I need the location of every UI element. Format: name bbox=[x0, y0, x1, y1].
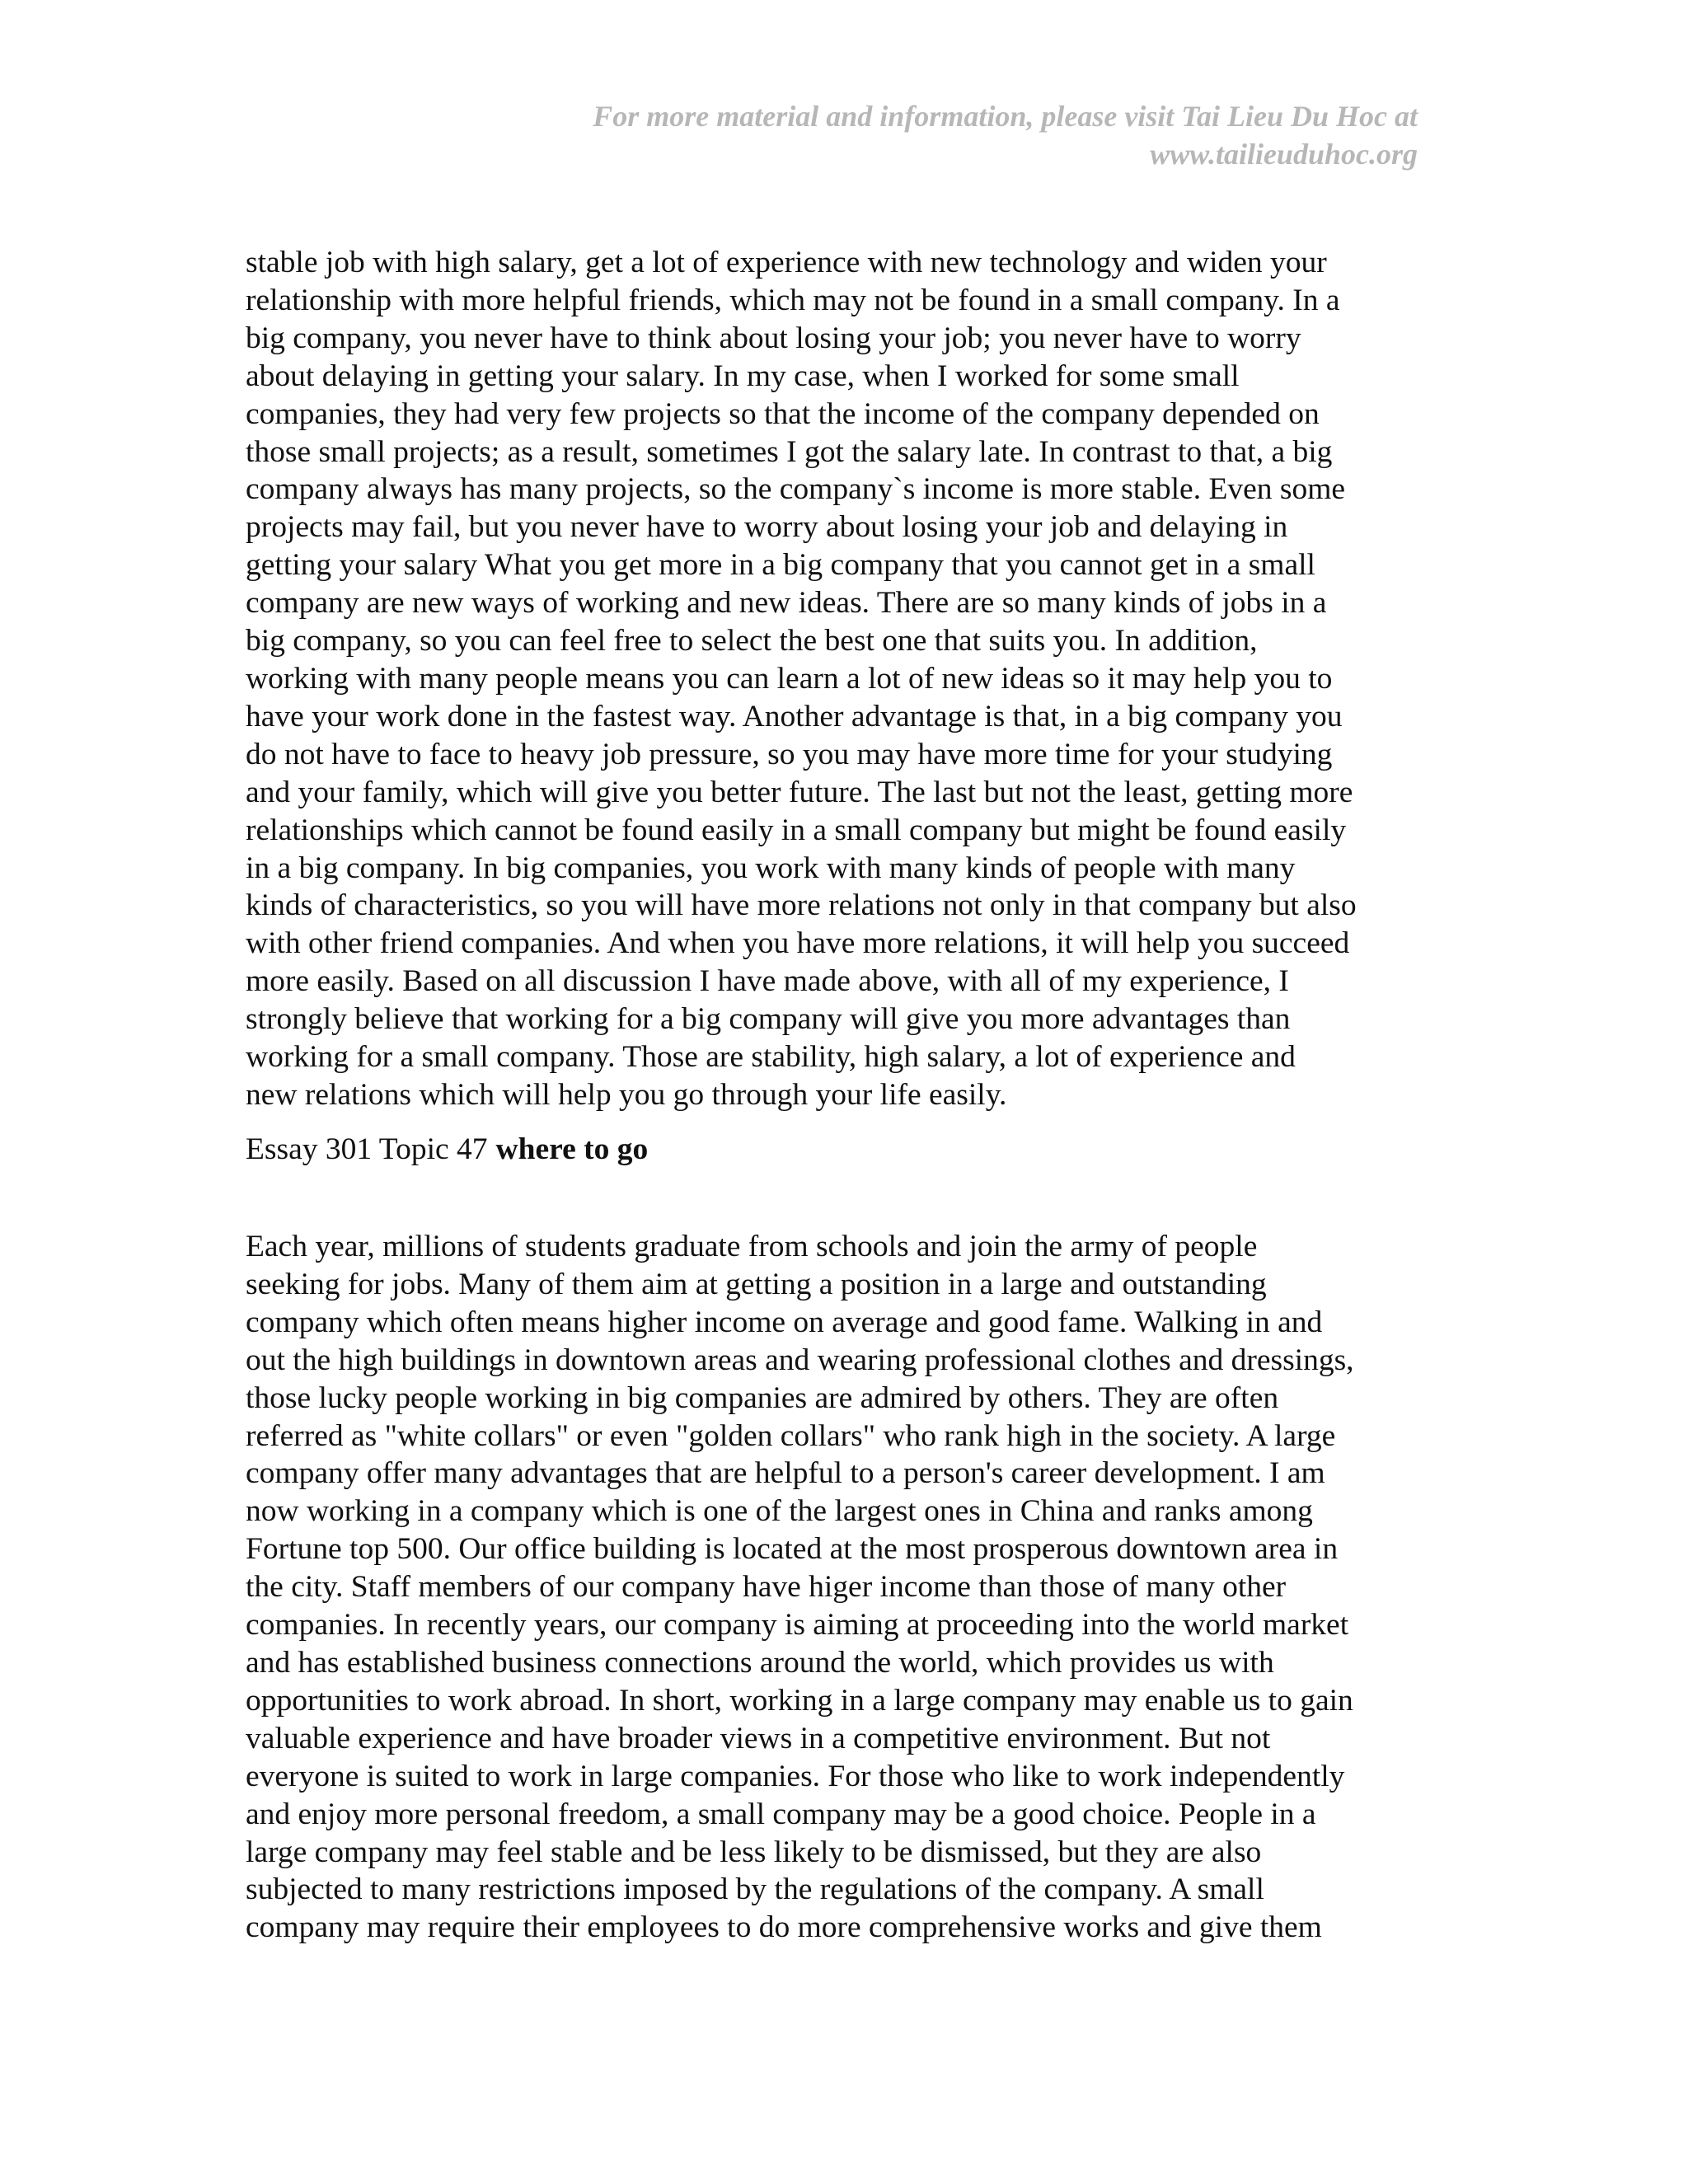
header-note-line-1: For more material and information, please visit Tai Lieu Du Hoc at bbox=[593, 100, 1418, 133]
essay-heading bbox=[246, 1131, 1432, 1169]
body-paragraph-1: stable job with high salary, get a lot of experience with new technology and widen your relationship with more helpful friends, which may not be found in a small company. In a big company, you never have to think about losing your job; you never have to worry about delaying in getting your salary. In my case, when I worked for some small companies, they had very few projects so that the income of the company depended on those small projects; as a result, sometimes I got the salary late. In contrast to that, a big company always has many projects, so the company`s income is more stable. Even some projects may fail, but you never have to worry about losing your job and delaying in getting your salary What you get more in a big company that you cannot get in a small company are new ways of working and new ideas. There are so many kinds of jobs in a big company, so you can feel free to select the best one that suits you. In addition, working with many people means you can learn a lot of new ideas so it may help you to have your work done in the fastest way. Another advantage is that, in a big company you do not have to face to heavy job pressure, so you may have more time for your studying and your family, which will give you better future. The last but not the least, getting more relationships which cannot be found easily in a small company but might be found easily in a big company. In big companies, you work with many kinds of people with many kinds of characteristics, so you will have more relations not only in that company but also with other friend companies. And when you have more relations, it will help you succeed more easily. Based on all discussion I have made above, with all of my experience, I strongly believe that working for a big company will give you more advantages than working for a small company. Those are stability, high salary, a lot of experience and new relations which will help you go through your life easily. bbox=[246, 246, 1357, 1112]
header-note bbox=[346, 97, 1418, 173]
essay-topic-title: where to go bbox=[495, 1132, 649, 1166]
header-note-line-2: www.tailieuduhoc.org bbox=[1150, 138, 1418, 171]
essay-label: Essay 301 Topic 47 bbox=[246, 1132, 488, 1166]
body-paragraph-2: Each year, millions of students graduate from schools and join the army of people seeking for jobs. Many of them aim at getting a position in a large and outstanding company which often means higher income on average and good fame. Walking in and out the high buildings in downtown areas and wearing professional clothes and dressings, those lucky people working in big companies are admired by others. They are often referred as "white collars" or even "golden collars" who rank high in the society. A large company offer many advantages that are helpful to a person's career development. I am now working in a company which is one of the largest ones in China and ranks among Fortune top 500. Our office building is located at the most prosperous downtown area in the city. Staff members of our company have higer income than those of many other companies. In recently years, our company is aiming at proceeding into the world market and has established business connections around the world, which provides us with opportunities to work abroad. In short, working in a large company may enable us to gain valuable experience and have broader views in a competitive environment. But not everyone is suited to work in large companies. For those who like to work independently and enjoy more personal freedom, a small company may be a good choice. People in a large company may feel stable and be less likely to be dismissed, but they are also subjected to many restrictions imposed by the regulations of the company. A small company may require their employees to do more comprehensive works and give them bbox=[246, 1230, 1354, 1945]
